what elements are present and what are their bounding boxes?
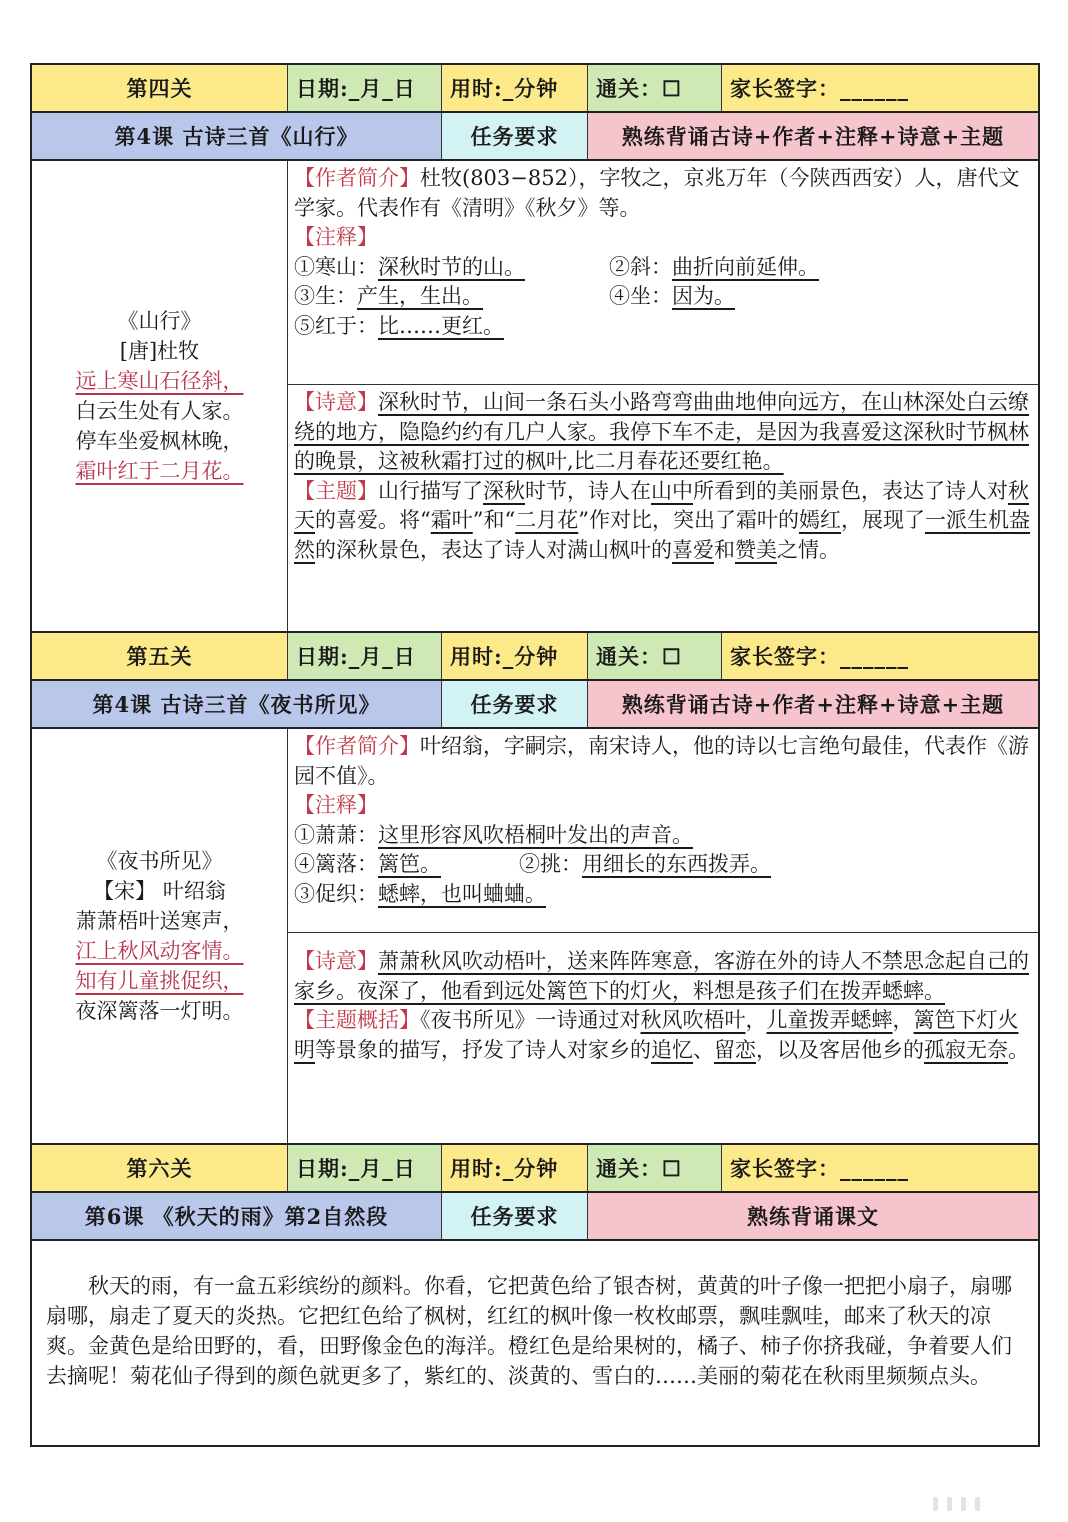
note-text: 蟋蟀，也叫蛐蛐。	[378, 881, 546, 906]
theme-keyword: 留恋	[714, 1037, 756, 1062]
theme-keyword: 嫣红	[798, 508, 841, 532]
poem-box	[32, 161, 288, 631]
poem-theme	[294, 1006, 1030, 1065]
recitation-text: 秋天的雨，有一盒五彩缤纷的颜料。你看，它把黄色给了银杏树，黄黄的叶子像一把把小扇子，扇哪扇哪，扇走了夏天的炎热。它把红色给了枫树，红红的枫叶像一枚枚邮票，飘哇飘哇，邮来了秋天的凉爽。金黄色是给田野的，看，田野像金色的海洋。橙红色是给果树的，橘子、柿子你挤我碰，争着要人们去摘呢！菊花仙子得到的颜色就更多了，紫红的、淡黄的、雪白的……美丽的菊花在秋雨里频频点头。	[30, 1239, 1040, 1447]
note-label: ②斜：	[609, 254, 672, 279]
task-label: 任务要求	[442, 113, 588, 159]
theme-keyword: 深秋	[483, 478, 525, 503]
meaning-theme-block	[288, 932, 1038, 1069]
poem-meaning	[294, 388, 1030, 477]
time-field[interactable]: 用时:_分钟	[442, 1145, 588, 1191]
poem-line: 萧萧梧叶送寒声，	[75, 909, 244, 933]
poem-line: 夜深篱落一灯明。	[75, 999, 244, 1023]
theme-keyword: 追忆	[651, 1037, 693, 1062]
note-label: ④篱落：	[294, 852, 378, 876]
notes-line	[294, 850, 1030, 880]
time-field[interactable]: 用时:_分钟	[442, 65, 588, 111]
poem-line: 停车坐爱枫林晚，	[75, 429, 244, 453]
parent-signature-field[interactable]: 家长签字：______	[722, 633, 1038, 679]
poem-detail	[288, 161, 1038, 631]
poem-line: 霜叶红于二月花。	[75, 459, 244, 483]
note-label: ③生：	[294, 284, 357, 308]
theme-keyword: 孤寂无奈	[924, 1037, 1008, 1062]
level-header-4	[30, 63, 1040, 111]
poem-detail	[288, 729, 1038, 1143]
parent-signature-field[interactable]: 家长签字：______	[722, 1145, 1038, 1191]
author-intro	[294, 732, 1030, 791]
date-field[interactable]: 日期:_月_日	[288, 1145, 442, 1191]
theme-tag: 【主题概括】	[294, 1008, 420, 1032]
lesson-row-5	[30, 679, 1040, 727]
lesson-title: 第6课 《秋天的雨》第2自然段	[32, 1193, 442, 1239]
theme-text: 等景象的描写，抒发了诗人对家乡的	[315, 1037, 651, 1062]
note-text: 深秋时节的山。	[378, 254, 525, 279]
worksheet	[30, 63, 1040, 1447]
author-notes-block	[288, 729, 1038, 932]
meaning-theme-block	[288, 384, 1038, 569]
task-label: 任务要求	[442, 1193, 588, 1239]
theme-text: ，	[745, 1008, 767, 1032]
theme-keyword: 霜叶	[430, 508, 473, 532]
theme-text: 《夜书所见》一诗通过对	[420, 1008, 641, 1032]
theme-keyword: 秋天	[294, 478, 1029, 532]
pass-checkbox[interactable]: 通关：☐	[588, 633, 722, 679]
theme-keyword: 一派生机盎然	[294, 508, 1030, 562]
note-text: 曲折向前延伸。	[672, 254, 819, 279]
notes-line	[294, 253, 1030, 283]
theme-text: 的深秋景色，表达了诗人对满山枫叶的	[315, 537, 672, 562]
note-text: 这里形容风吹梧桐叶发出的声音。	[378, 822, 693, 847]
poem-title: 《山行》	[117, 309, 202, 333]
poem-meaning	[294, 947, 1030, 1006]
level-header-5	[30, 631, 1040, 679]
level-title: 第六关	[32, 1145, 288, 1191]
theme-text: 之情。	[777, 537, 840, 562]
poem-author: [唐]杜牧	[119, 339, 200, 363]
task-requirement: 熟练背诵古诗+作者+注释+诗意+主题	[588, 681, 1038, 727]
poem-line: 远上寒山石径斜，	[75, 369, 244, 393]
theme-text: ，展现了	[840, 508, 925, 532]
theme-tag: 【主题】	[294, 478, 378, 503]
theme-text: ”作对比，突出了霜叶的	[578, 508, 799, 532]
note-text: 用细长的东西拨弄。	[582, 852, 771, 876]
notes-line	[294, 821, 1030, 851]
note-text: 产生，生出。	[357, 284, 483, 308]
notes-tag: 【注释】	[294, 225, 378, 249]
level-title: 第四关	[32, 65, 288, 111]
note-label: ③促织：	[294, 881, 378, 906]
author-tag: 【作者简介】	[294, 734, 420, 758]
theme-text: ，	[892, 1008, 914, 1032]
poem-line: 知有儿童挑促织，	[75, 969, 244, 993]
pass-checkbox[interactable]: 通关：☐	[588, 65, 722, 111]
author-tag: 【作者简介】	[294, 166, 420, 190]
poem-box	[32, 729, 288, 1143]
poem-line: 白云生处有人家。	[75, 399, 244, 423]
author-intro	[294, 164, 1030, 223]
theme-keyword: 喜爱	[672, 537, 714, 562]
theme-text: 时节，诗人在	[525, 478, 651, 503]
parent-signature-field[interactable]: 家长签字：______	[722, 65, 1038, 111]
theme-text: 的喜爱。将“	[315, 508, 431, 532]
theme-text: ，以及客居他乡的	[756, 1037, 924, 1062]
meaning-tag: 【诗意】	[294, 390, 378, 414]
content-row-5	[30, 727, 1040, 1143]
poem-author: 【宋】 叶绍翁	[93, 879, 226, 903]
note-text: 因为。	[672, 284, 735, 308]
theme-text: 。	[1008, 1037, 1029, 1062]
poem-theme	[294, 477, 1030, 566]
note-text: 篱笆。	[378, 852, 441, 876]
notes-tag: 【注释】	[294, 793, 378, 817]
lesson-title: 第4课 古诗三首《夜书所见》	[32, 681, 442, 727]
theme-keyword: 秋风吹梧叶	[640, 1008, 746, 1032]
level-header-6	[30, 1143, 1040, 1191]
note-label: ④坐：	[609, 284, 672, 308]
pass-checkbox[interactable]: 通关：☐	[588, 1145, 722, 1191]
note-label: ⑤红于：	[294, 313, 378, 338]
meaning-text: 萧萧秋风吹动梧叶，送来阵阵寒意，客游在外的诗人不禁思念起自己的家乡。夜深了，他看到远处篱笆下的灯火，料想是孩子们在拨弄蟋蟀。	[294, 949, 1029, 1003]
notes-line	[294, 880, 1030, 910]
task-label: 任务要求	[442, 681, 588, 727]
note-label: ①寒山：	[294, 254, 378, 279]
theme-text: ”和“	[472, 508, 516, 532]
content-row-4	[30, 159, 1040, 631]
theme-keyword: 儿童拨弄蟋蟀	[766, 1008, 893, 1032]
notes-line	[294, 282, 1030, 312]
author-notes-block	[288, 161, 1038, 384]
poem-line: 江上秋风动客情。	[75, 939, 244, 963]
theme-keyword: 赞美	[735, 537, 777, 562]
theme-keyword: 二月花	[515, 508, 579, 532]
note-label: ①萧萧：	[294, 822, 378, 847]
task-requirement: 熟练背诵课文	[588, 1193, 1038, 1239]
task-requirement: 熟练背诵古诗+作者+注释+诗意+主题	[588, 113, 1038, 159]
theme-text: 所看到的美丽景色，表达了诗人对	[693, 478, 1008, 503]
lesson-row-6	[30, 1191, 1040, 1239]
time-field[interactable]: 用时:_分钟	[442, 633, 588, 679]
meaning-text: 深秋时节，山间一条石头小路弯弯曲曲地伸向远方，在山林深处白云缭绕的地方，隐隐约约有几户人家。我停下车不走，是因为我喜爱这深秋时节枫林的晚景，这被秋霜打过的枫叶,比二月春花还要红艳。	[294, 390, 1029, 473]
lesson-row-4	[30, 111, 1040, 159]
theme-text: 山行描写了	[378, 478, 483, 503]
poem-title: 《夜书所见》	[96, 849, 223, 873]
date-field[interactable]: 日期:_月_日	[288, 633, 442, 679]
author-text: 叶绍翁，字嗣宗，南宋诗人，他的诗以七言绝句最佳，代表作《游园不值》。	[294, 734, 1029, 788]
theme-text: 和	[714, 537, 735, 562]
theme-keyword: 篱笆下灯火明	[294, 1008, 1019, 1062]
level-title: 第五关	[32, 633, 288, 679]
date-field[interactable]: 日期:_月_日	[288, 65, 442, 111]
more-options-icon[interactable]	[933, 1497, 980, 1511]
notes-line	[294, 312, 1030, 342]
note-label: ②挑：	[519, 852, 582, 876]
lesson-title: 第4课 古诗三首《山行》	[32, 113, 442, 159]
theme-text: 、	[693, 1037, 714, 1062]
meaning-tag: 【诗意】	[294, 949, 378, 973]
note-text: 比……更红。	[378, 313, 504, 338]
theme-keyword: 山中	[651, 478, 693, 503]
author-text: 杜牧(803−852），字牧之，京兆万年（今陕西西安）人，唐代文学家。代表作有《清明》《秋夕》等。	[294, 166, 1020, 220]
